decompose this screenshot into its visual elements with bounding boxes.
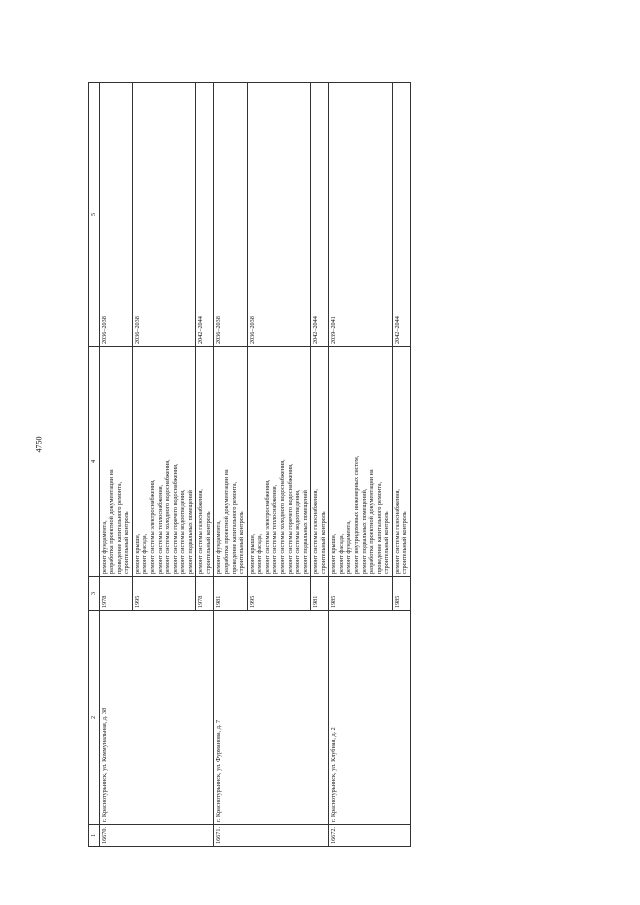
header-row — [89, 83, 100, 847]
entry-year: 1985 — [392, 577, 410, 611]
rotated-table-container — [88, 83, 542, 847]
entry-address: г. Краснотурьинск, ул. Клубная, д. 2 — [329, 611, 411, 825]
column-header: 2 — [89, 611, 100, 825]
entry-period: 2036–2038 — [247, 83, 311, 347]
entry-year: 1985 — [329, 577, 393, 611]
entry-works: ремонт фундамента, разработка проектной документации на проведение капитального ремонта, строительный контроль — [214, 347, 247, 577]
page-number: 4750 — [34, 436, 44, 453]
entry-works: ремонт системы газоснабжения, строительный контроль — [311, 347, 329, 577]
column-header: 1 — [89, 825, 100, 847]
entry-period: 2036–2038 — [99, 83, 132, 347]
entry-works: ремонт системы газоснабжения, строительный контроль — [392, 347, 410, 577]
column-header: 3 — [89, 577, 100, 611]
entry-year: 1981 — [214, 577, 247, 611]
entry-works: ремонт крыши, ремонт фасада, ремонт фундамента, ремонт внутридомовых инженерных систем, ремонт подвальных помещений, разработка проектной документации на проведение капитального ремонта, строительный контроль — [329, 347, 393, 577]
table-row — [214, 83, 247, 847]
table-row — [329, 83, 393, 847]
column-header: 5 — [89, 83, 100, 347]
entry-address: г. Краснотурьинск, ул. Фурманова, д. 7 — [214, 611, 329, 825]
entry-number: 16672. — [329, 825, 411, 847]
entry-number: 16670. — [99, 825, 214, 847]
entry-period: 2042–2044 — [392, 83, 410, 347]
entry-period: 2036–2038 — [214, 83, 247, 347]
entry-year: 1978 — [196, 577, 214, 611]
entry-number: 16671. — [214, 825, 329, 847]
entry-period: 2042–2044 — [311, 83, 329, 347]
entry-period: 2042–2044 — [196, 83, 214, 347]
entry-works: ремонт фундамента, разработка проектной документации на проведение капитального ремонта, строительный контроль — [99, 347, 132, 577]
entry-works: ремонт крыши, ремонт фасада, ремонт системы электроснабжения, ремонт системы теплоснабжения, ремонт системы холодного водоснабжения, ремонт системы горячего водоснабжения, ремонт системы водоотведения, ремонт подвальных помещений — [132, 347, 196, 577]
entry-year: 1995 — [132, 577, 196, 611]
entry-year: 1978 — [99, 577, 132, 611]
registry-table — [88, 82, 411, 847]
table-row — [99, 83, 132, 847]
entry-period: 2039–2041 — [329, 83, 393, 347]
entry-works: ремонт системы газоснабжения, строительный контроль — [196, 347, 214, 577]
entry-year: 1981 — [311, 577, 329, 611]
entry-works: ремонт крыши, ремонт фасада, ремонт системы электроснабжения, ремонт системы теплоснабжения, ремонт системы холодного водоснабжения, ремонт системы горячего водоснабжения, ремонт системы водоотведения, ремонт подвальных помещений — [247, 347, 311, 577]
column-header: 4 — [89, 347, 100, 577]
entry-year: 1995 — [247, 577, 311, 611]
entry-period: 2036–2038 — [132, 83, 196, 347]
entry-address: г. Краснотурьинск, ул. Коммунальная, д. 38 — [99, 611, 214, 825]
